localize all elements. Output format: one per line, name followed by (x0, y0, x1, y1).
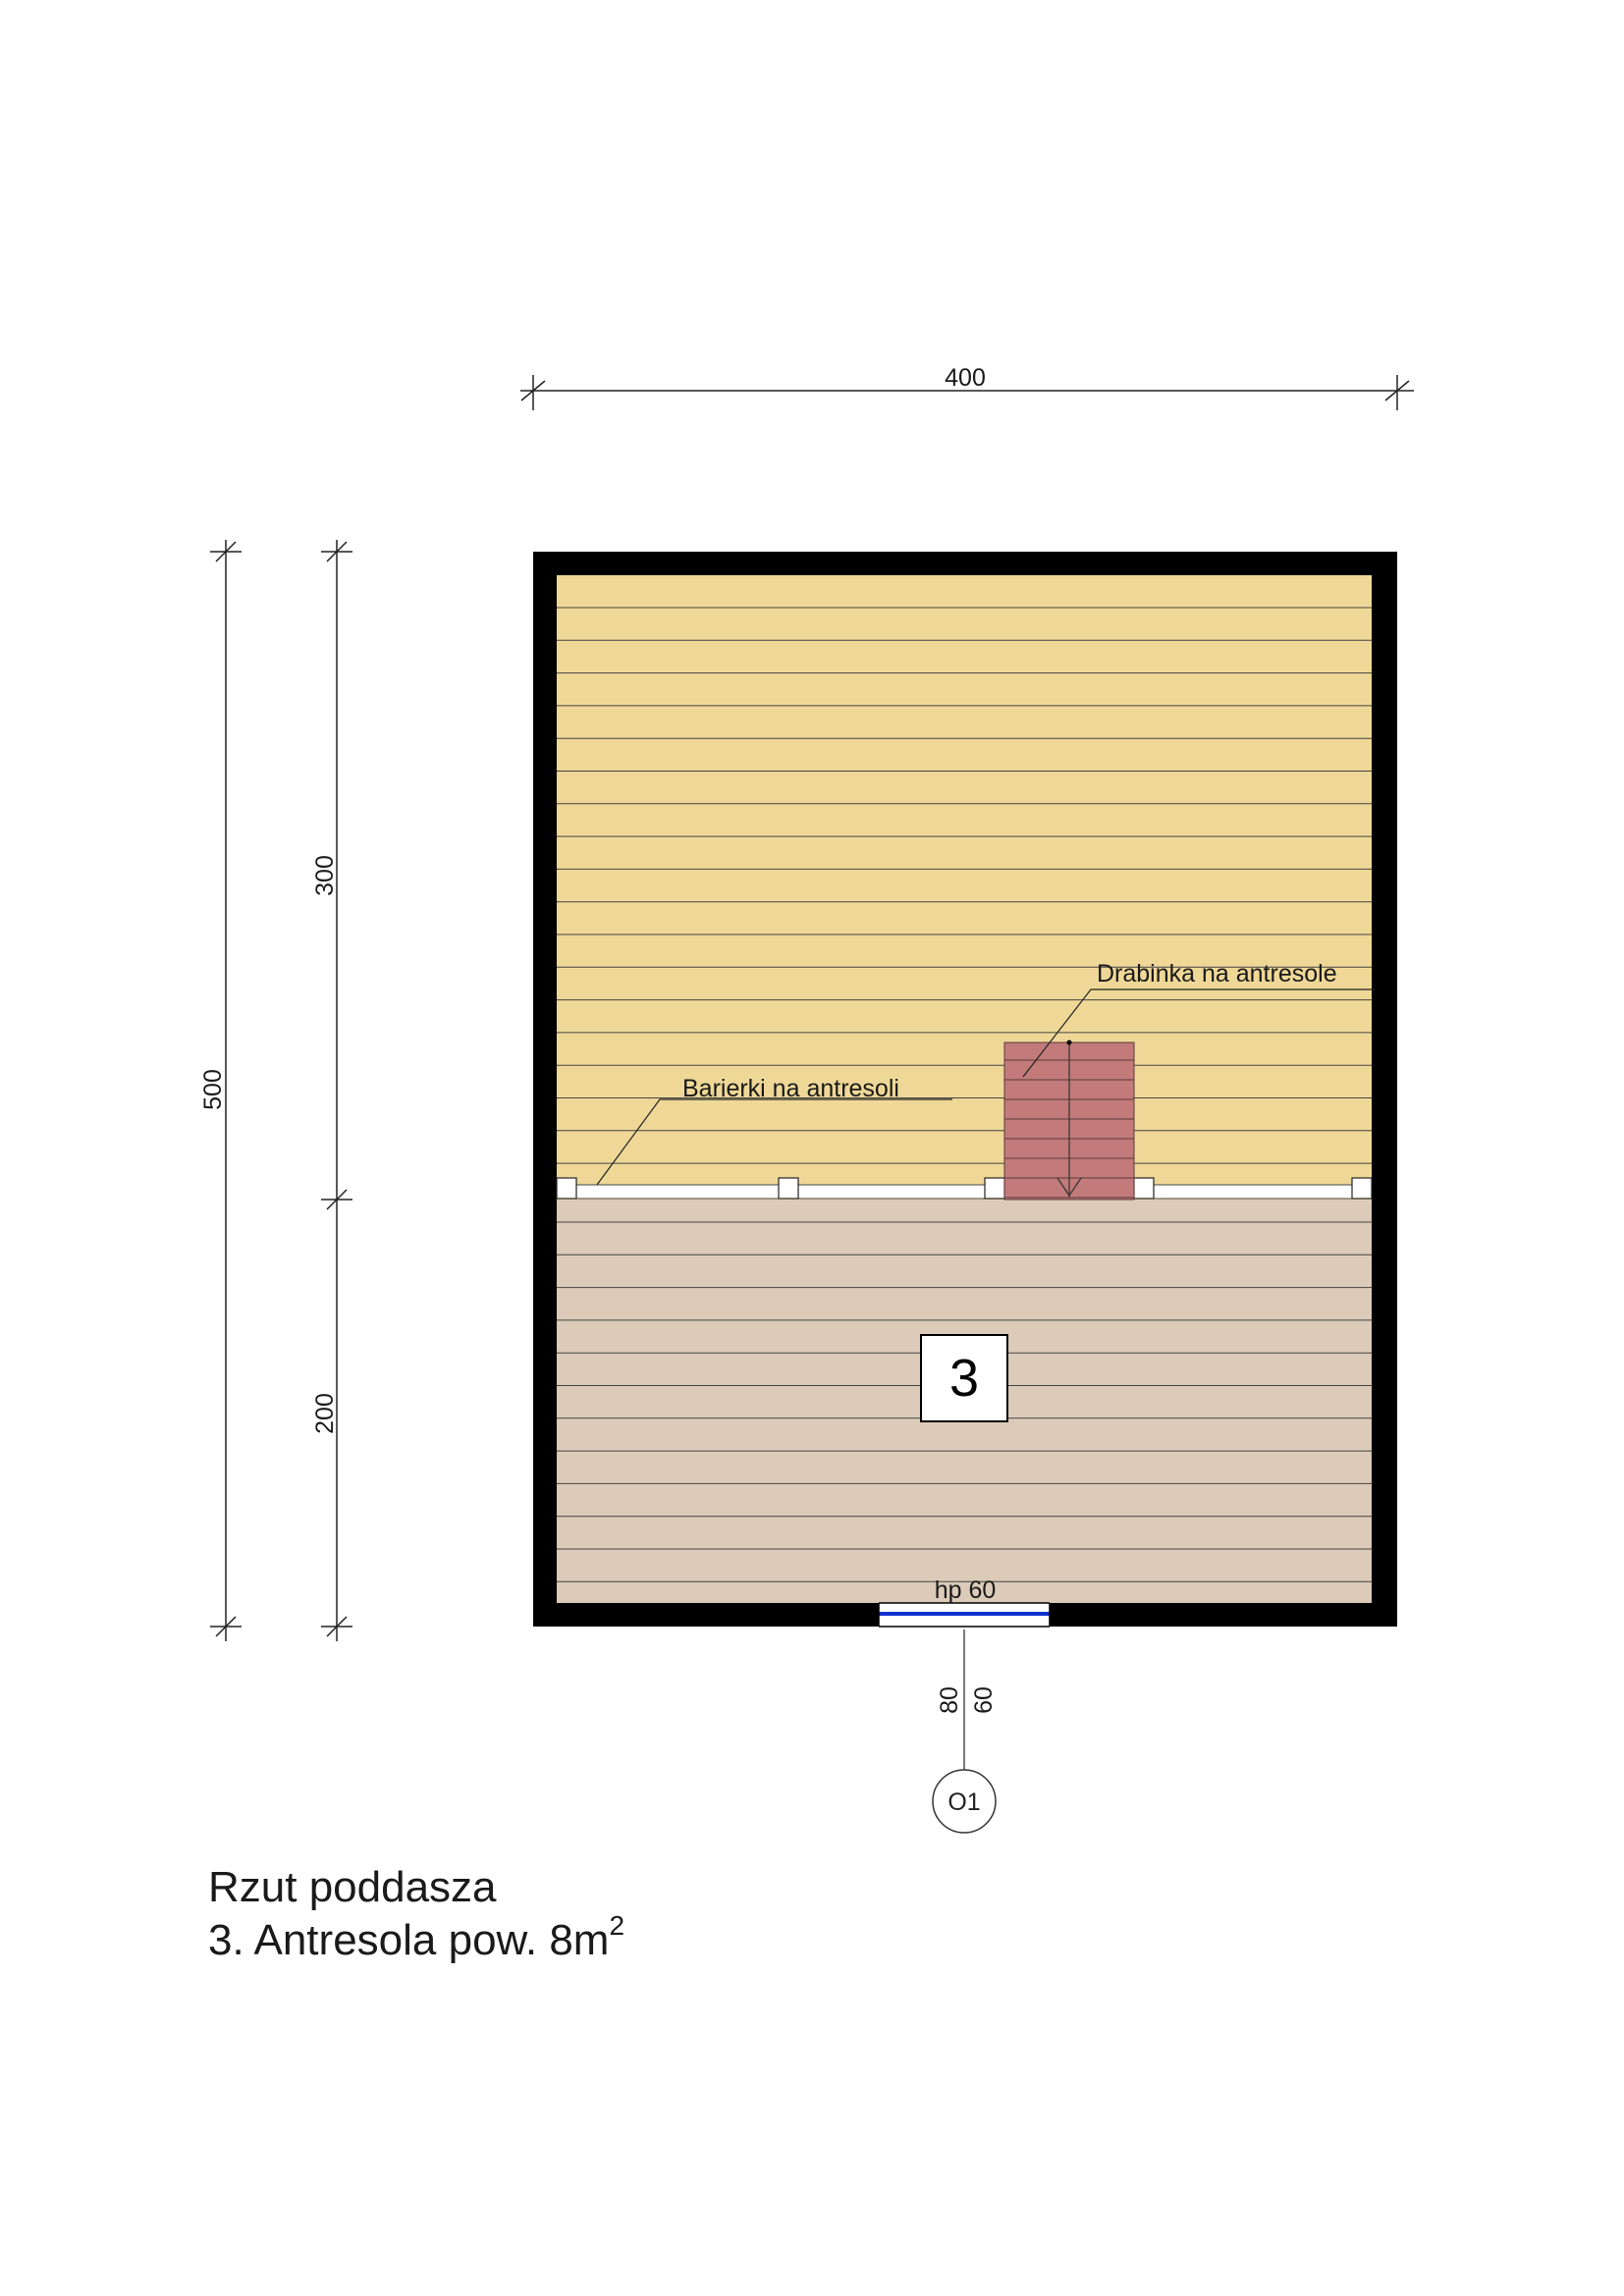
railing-post (557, 1178, 576, 1199)
left-dimension-partial (321, 540, 352, 1641)
title-block (208, 1861, 624, 1967)
dimension-width-label: 400 (945, 364, 986, 392)
window-label: hp 60 (934, 1576, 997, 1604)
dimension-total-height-label: 500 (199, 1069, 227, 1110)
drawing-title: Rzut poddasza (208, 1863, 497, 1911)
ladder (1004, 1041, 1134, 1201)
room-area-caption (208, 1910, 625, 1967)
ladder-label: Drabinka na antresole (1097, 960, 1337, 988)
railing-post (1352, 1178, 1372, 1199)
railing-label: Barierki na antresoli (682, 1075, 899, 1102)
railing-post (985, 1178, 1004, 1199)
upper-floor-area (557, 575, 1372, 1200)
area-unit-superscript: 2 (609, 1910, 625, 1942)
dimension-upper-height-label: 300 (311, 855, 339, 896)
dimension-lower-height-label: 200 (311, 1393, 339, 1434)
room-area-text: 3. Antresola pow. 8m (208, 1916, 610, 1964)
window-dimension-b: 60 (970, 1686, 998, 1714)
window-dimension-a: 80 (936, 1686, 963, 1714)
railing-post (1134, 1178, 1154, 1199)
room-number: 3 (948, 1349, 980, 1408)
railing-post (779, 1178, 798, 1199)
elevation-marker-label: O1 (947, 1789, 981, 1816)
window (879, 1603, 1050, 1627)
